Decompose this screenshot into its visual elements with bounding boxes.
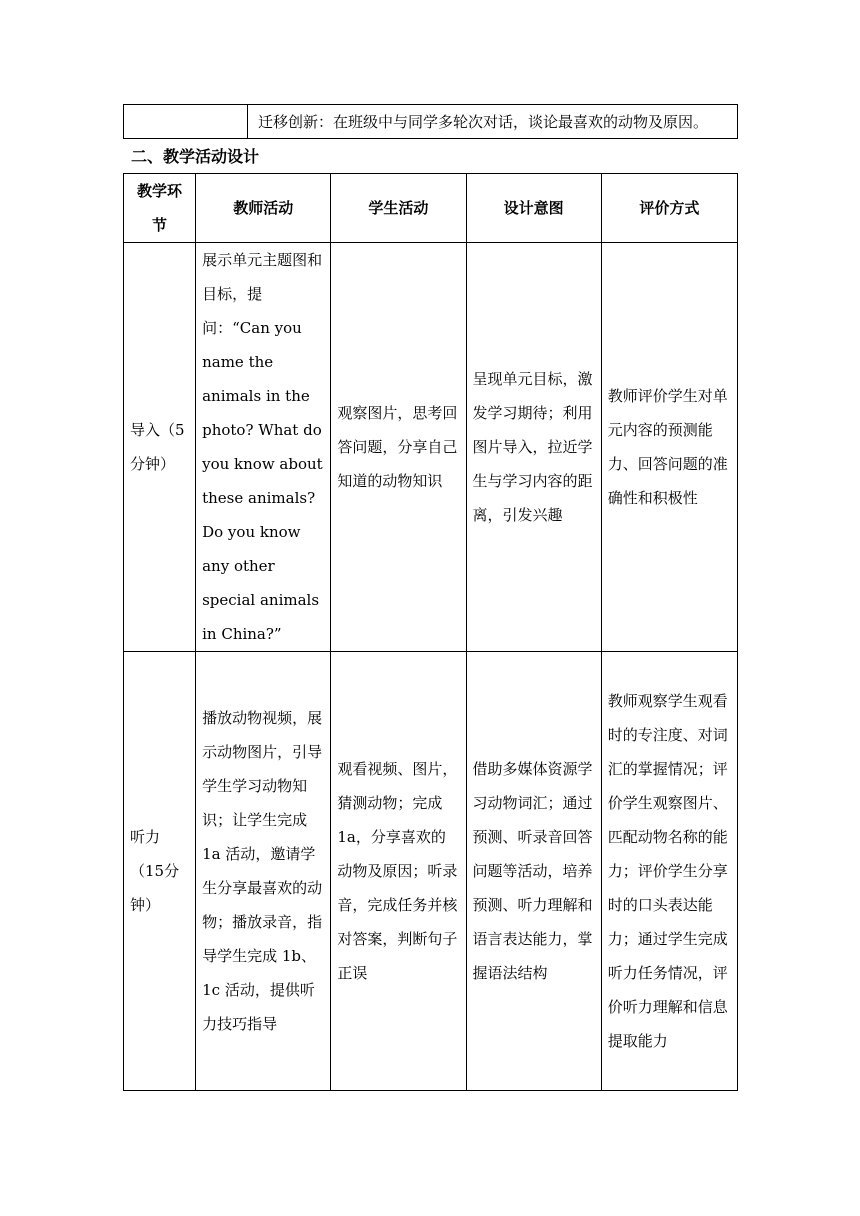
teacher-activity-cell: 播放动物视频，展示动物图片，引导学生学习动物知识；让学生完成 1a 活动，邀请学生分享最喜欢的动物；播放录音，指导学生完成 1b、1c 活动，提供听力技巧指导 — [196, 652, 331, 1091]
objective-text-cell: 迁移创新：在班级中与同学多轮次对话，谈论最喜欢的动物及原因。 — [248, 105, 738, 139]
header-student-activity: 学生活动 — [331, 174, 466, 243]
design-intent-cell: 呈现单元目标，激发学习期待；利用图片导入，拉近学生与学习内容的距离，引发兴趣 — [466, 243, 601, 652]
evaluation-cell: 教师观察学生观看时的专注度、对词汇的掌握情况；评价学生观察图片、匹配动物名称的能力；评价学生分享时的口头表达能力；通过学生完成听力任务情况，评价听力理解和信息提取能力 — [601, 652, 737, 1091]
student-activity-cell: 观察图片，思考回答问题，分享自己知道的动物知识 — [331, 243, 466, 652]
section-heading: 二、教学活动设计 — [131, 147, 260, 166]
objectives-table-fragment — [123, 104, 738, 139]
header-teacher-activity: 教师活动 — [196, 174, 331, 243]
teacher-activity-cell: 展示单元主题图和目标，提问：“Can you name the animals in the photo? What do you know about these animals? Do you know any other special animals in China?” — [196, 243, 331, 652]
evaluation-cell: 教师评价学生对单元内容的预测能力、回答问题的准确性和积极性 — [601, 243, 737, 652]
stage-cell: 听力（15分钟） — [124, 652, 196, 1091]
table-header-row — [124, 174, 738, 243]
teaching-activity-table — [123, 173, 738, 1091]
stage-cell: 导入（5分钟） — [124, 243, 196, 652]
header-design-intent: 设计意图 — [466, 174, 601, 243]
table-row — [124, 243, 738, 652]
objective-label-cell — [124, 105, 248, 139]
student-activity-cell: 观看视频、图片，猜测动物；完成 1a，分享喜欢的动物及原因；听录音，完成任务并核对答案，判断句子正误 — [331, 652, 466, 1091]
table-row — [124, 652, 738, 1091]
header-stage: 教学环节 — [124, 174, 196, 243]
header-evaluation: 评价方式 — [601, 174, 737, 243]
design-intent-cell: 借助多媒体资源学习动物词汇；通过预测、听录音回答问题等活动，培养预测、听力理解和语言表达能力，掌握语法结构 — [466, 652, 601, 1091]
table-row — [124, 105, 738, 139]
